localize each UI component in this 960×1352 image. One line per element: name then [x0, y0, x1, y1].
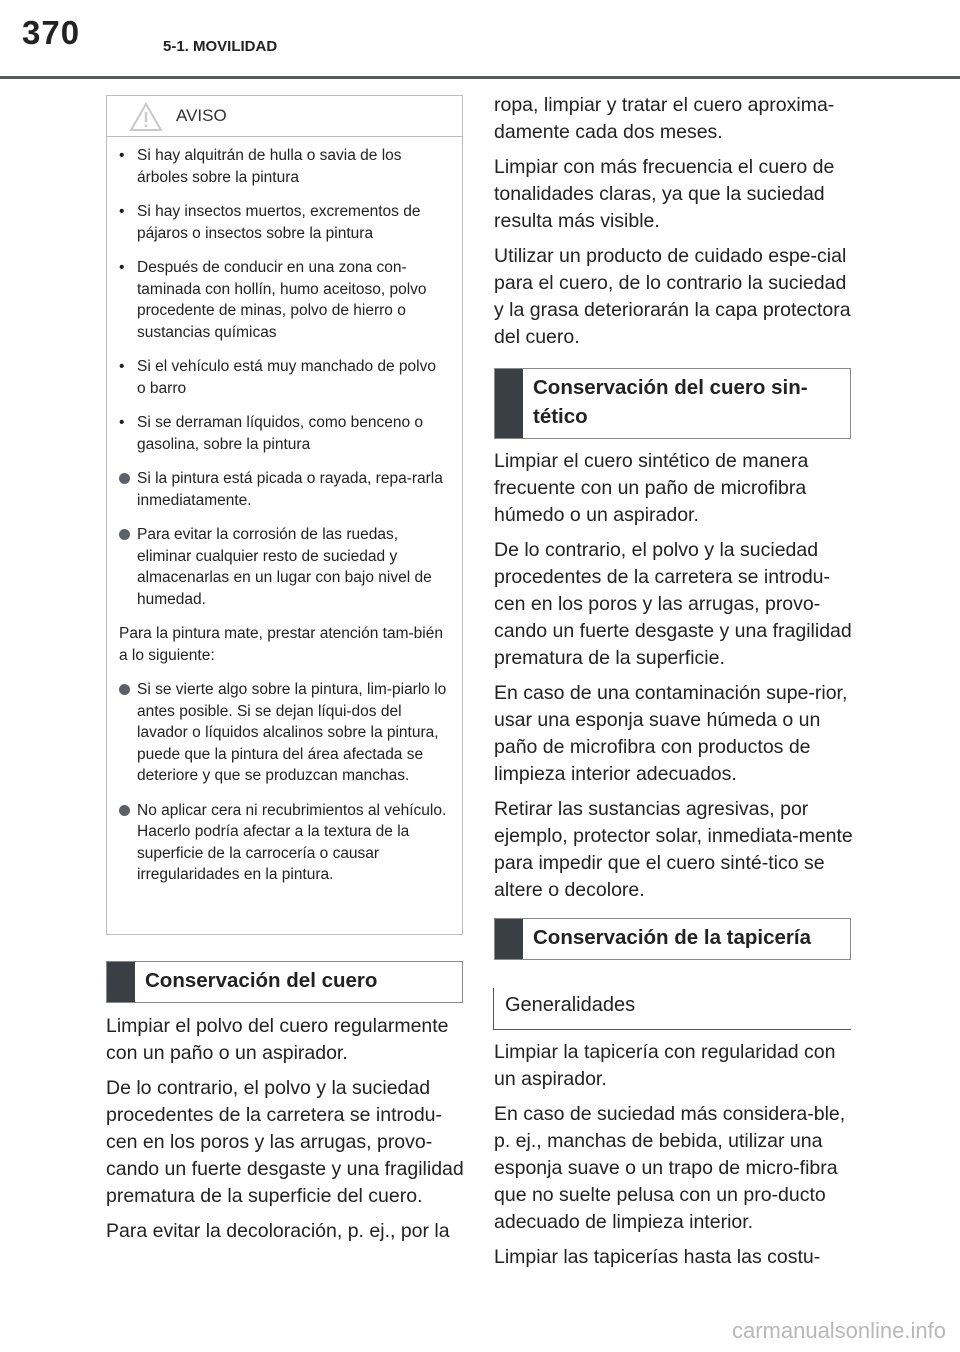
- leather-continued-text: [494, 92, 854, 359]
- bullet-dot-icon: [119, 684, 130, 695]
- warning-item: [119, 679, 448, 787]
- warning-paragraph: Para la pintura mate, prestar atención tam-bién a lo siguiente:: [119, 625, 443, 664]
- heading-bar: [495, 919, 523, 959]
- bullet-dash-icon: •: [119, 259, 125, 276]
- heading-synthetic: [494, 368, 851, 439]
- warning-item-text: Si hay alquitrán de hulla o savia de los árboles sobre la pintura: [137, 147, 402, 186]
- subheading-rule-horizontal: [493, 1029, 851, 1030]
- body-paragraph: En caso de una contaminación supe-rior, usar una esponja suave húmeda o un paño de microfibra con productos de limpieza interior adecuados.: [494, 682, 848, 785]
- warning-title: AVISO: [176, 106, 227, 125]
- bullet-dot-icon: [119, 529, 130, 540]
- body-paragraph: Retirar las sustancias agresivas, por ejemplo, protector solar, inmediata-mente para impedir que el cuero sinté-tico se altere o decolore.: [494, 798, 853, 901]
- body-paragraph: En caso de suciedad más considera-ble, p. ej., manchas de bebida, utilizar una esponja suave o un trapo de micro-fibra que no suelte pelusa con un pro-ducto adecuado de limpieza interior.: [494, 1103, 846, 1233]
- warning-item: [119, 356, 448, 399]
- body-paragraph: Limpiar con más frecuencia el cuero de tonalidades claras, ya que la suciedad resulta más visible.: [494, 156, 835, 232]
- heading-leather-text: Conservación del cuero: [145, 969, 378, 992]
- heading-upholstery: [494, 918, 851, 960]
- warning-item: [119, 800, 448, 886]
- warning-item-text: No aplicar cera ni recubrimientos al vehículo. Hacerlo podría afectar a la textura de la superficie de la carrocería o causar irregularidades en la pintura.: [137, 801, 447, 883]
- heading-bar: [107, 962, 135, 1002]
- bullet-dash-icon: •: [119, 147, 125, 164]
- warning-item-text: Después de conducir en una zona con-taminada con hollín, humo aceitoso, polvo procedente de minas, polvo de hierro o sustancias químicas: [137, 259, 427, 341]
- heading-bar: [495, 369, 523, 438]
- warning-item-text: Si la pintura está picada o rayada, repa-rarla inmediatamente.: [137, 470, 443, 509]
- warning-item: [119, 145, 448, 188]
- body-paragraph: De lo contrario, el polvo y la suciedad procedentes de la carretera se introdu-cen en los poros y las arrugas, provo-cando un fuerte desgaste y una fragilidad prematura de la superficie.: [494, 539, 852, 669]
- warning-item-text: Si hay insectos muertos, excrementos de pájaros o insectos sobre la pintura: [137, 203, 421, 242]
- watermark: carmanualsonline.info: [731, 1318, 946, 1343]
- leather-text: [106, 1013, 468, 1253]
- body-paragraph: De lo contrario, el polvo y la suciedad procedentes de la carretera se introdu-cen en los poros y las arrugas, provo-cando un fuerte desgaste y una fragilidad prematura de la superficie del cuero.: [106, 1077, 464, 1207]
- bullet-dot-icon: [119, 473, 130, 484]
- body-paragraph: Utilizar un producto de cuidado espe-cial para el cuero, de lo contrario la suciedad y la grasa deteriorarán la capa protectora del cuero.: [494, 245, 851, 348]
- body-paragraph: Limpiar el polvo del cuero regularmente con un paño o un aspirador.: [106, 1015, 449, 1064]
- warning-header: [107, 96, 462, 137]
- bullet-dash-icon: •: [119, 203, 125, 220]
- body-paragraph: Limpiar la tapicería con regularidad con un aspirador.: [494, 1041, 836, 1090]
- warning-box: [106, 95, 463, 935]
- body-paragraph: Limpiar el cuero sintético de manera frecuente con un paño de microfibra húmedo o un aspirador.: [494, 450, 809, 526]
- upholstery-text: [494, 1039, 854, 1279]
- warning-item-text: Si el vehículo está muy manchado de polvo o barro: [137, 358, 436, 397]
- header-divider: [0, 76, 960, 79]
- heading-upholstery-text: Conservación de la tapicería: [533, 926, 812, 949]
- heading-synthetic-text: Conservación del cuero sin-tético: [533, 376, 808, 428]
- body-paragraph: ropa, limpiar y tratar el cuero aproxima-damente cada dos meses.: [494, 94, 835, 143]
- warning-item: [119, 201, 448, 244]
- warning-item: [119, 412, 448, 455]
- heading-leather: [106, 961, 463, 1003]
- subheading-general: [493, 988, 851, 1030]
- warning-triangle-icon: [129, 102, 163, 132]
- section-title: 5-1. MOVILIDAD: [163, 38, 278, 55]
- subheading-rule-vertical: [493, 988, 494, 1030]
- body-paragraph: Limpiar las tapicerías hasta las costu-: [494, 1246, 821, 1268]
- bullet-dash-icon: •: [119, 358, 125, 375]
- synthetic-text: [494, 448, 854, 912]
- page-header: [0, 0, 960, 80]
- warning-item-text: Para evitar la corrosión de las ruedas, eliminar cualquier resto de suciedad y almacenarlas en un lugar con bajo nivel de humedad.: [137, 526, 432, 608]
- warning-item: [119, 468, 448, 511]
- warning-item: [119, 257, 448, 343]
- page-number: 370: [22, 14, 81, 51]
- subheading-general-text: Generalidades: [505, 994, 636, 1016]
- bullet-dash-icon: •: [119, 414, 125, 431]
- warning-item-text: Si se derraman líquidos, como benceno o gasolina, sobre la pintura: [137, 414, 424, 453]
- warning-item-text: Si se vierte algo sobre la pintura, lim-piarlo lo antes posible. Si se dejan líqui-dos del lavador o líquidos alcalinos sobre la pintura, puede que la pintura del área afectada se deteriore y que se produzcan manchas.: [137, 681, 447, 784]
- bullet-dot-icon: [119, 805, 130, 816]
- body-paragraph: Para evitar la decoloración, p. ej., por la: [106, 1220, 450, 1242]
- warning-body: [107, 137, 462, 886]
- warning-item: [119, 524, 448, 610]
